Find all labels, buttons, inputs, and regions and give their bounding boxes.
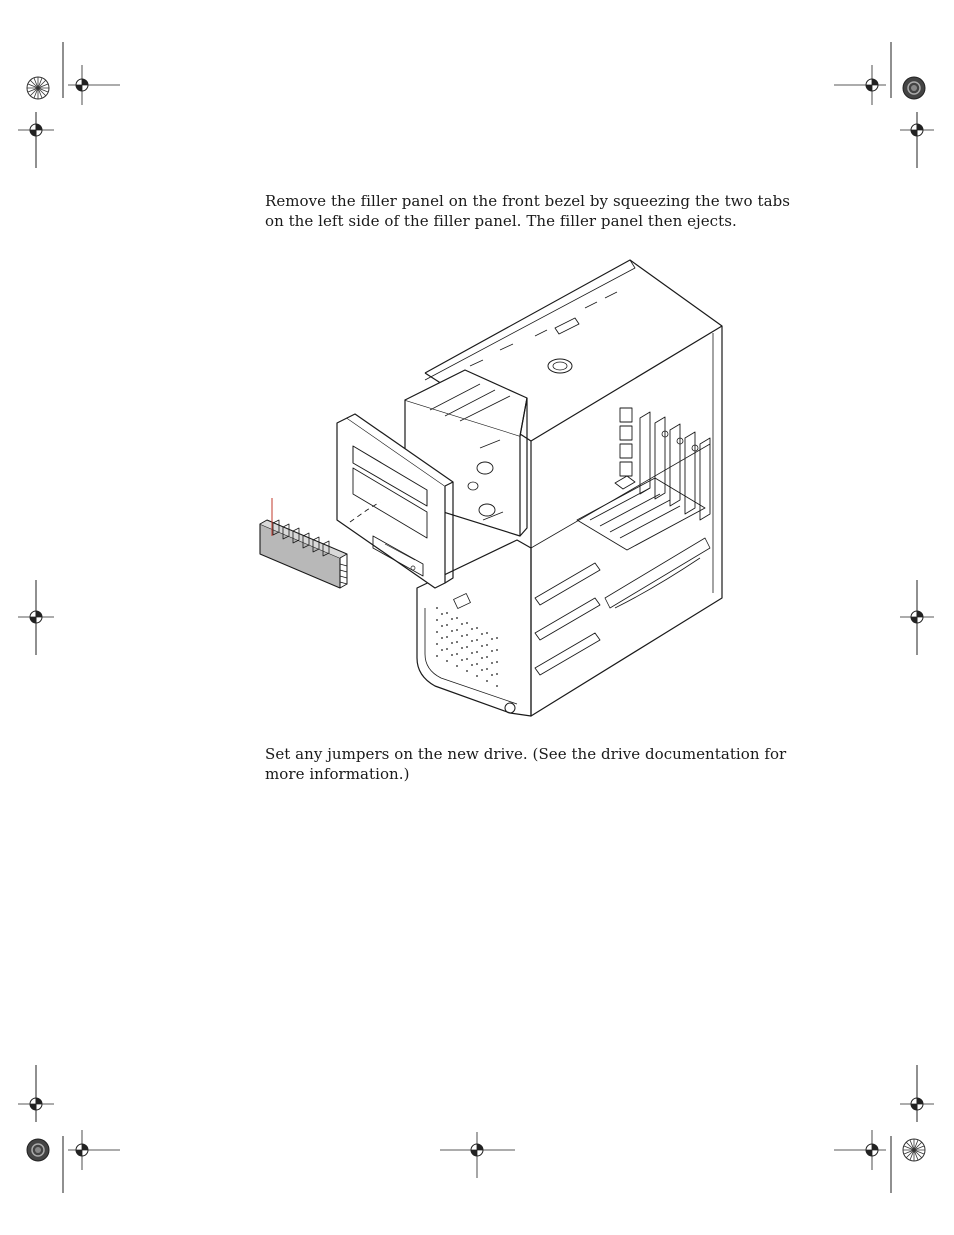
instruction-paragraph: Set any jumpers on the new drive. (See the drive documentation for more information.) xyxy=(265,745,787,783)
computer-case-exploded-illustration xyxy=(255,258,730,720)
instruction-paragraph: Remove the filler panel on the front bezel by squeezing the two tabs on the left side of the filler panel. The filler panel then ejects. xyxy=(265,192,790,230)
crosshair-icon xyxy=(76,79,88,91)
crosshair-icon xyxy=(911,1098,923,1110)
crosshair-icon xyxy=(30,611,42,623)
crosshair-icon xyxy=(911,124,923,136)
crosshair-icon xyxy=(866,1144,878,1156)
crosshair-icon xyxy=(471,1144,483,1156)
crosshair-icon xyxy=(866,79,878,91)
registration-star-icon xyxy=(27,1139,49,1161)
crosshair-icon xyxy=(30,124,42,136)
registration-star-icon xyxy=(903,1139,925,1161)
crosshair-icon xyxy=(911,611,923,623)
registration-star-icon xyxy=(27,77,49,99)
crosshair-icon xyxy=(76,1144,88,1156)
crosshair-icon xyxy=(30,1098,42,1110)
registration-star-icon xyxy=(903,77,925,99)
